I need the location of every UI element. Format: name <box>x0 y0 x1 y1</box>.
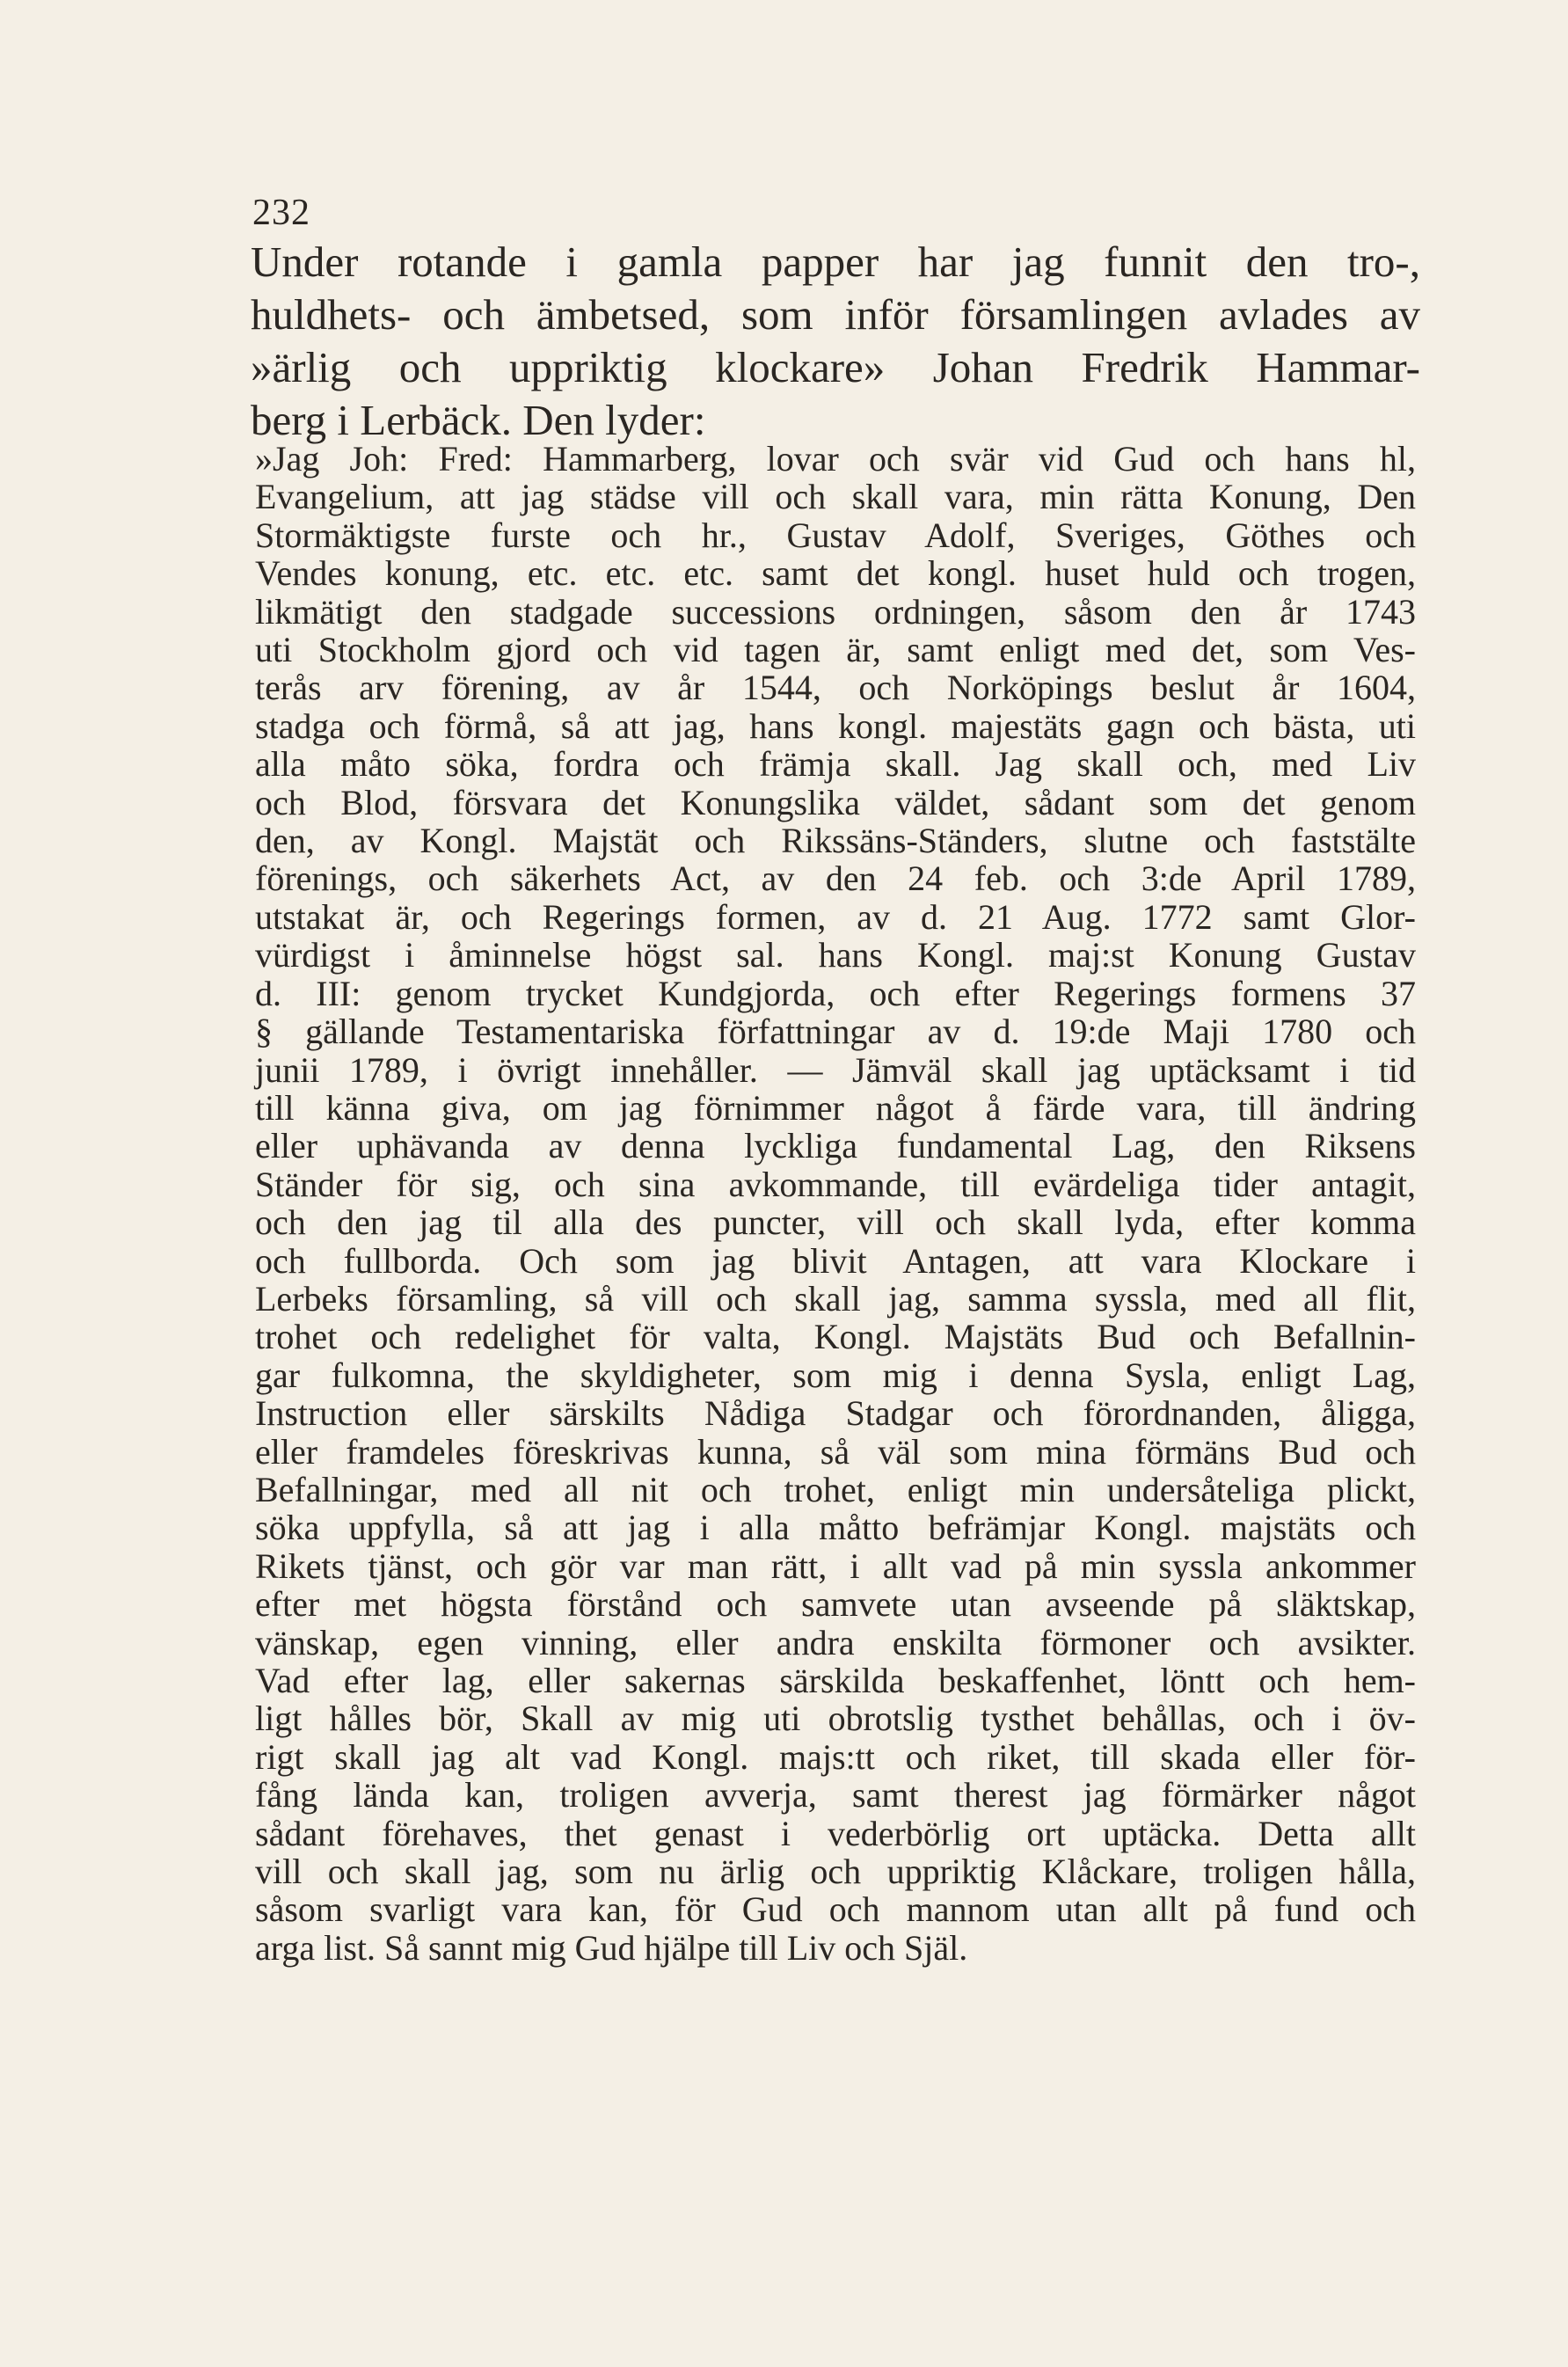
oath-line: utstakat är, och Regerings formen, av d. 21 Aug. 1772 samt Glor- <box>255 896 1416 937</box>
oath-line: ligt hålles bör, Skall av mig uti obrotslig tysthet behållas, och i öv- <box>255 1699 1416 1739</box>
oath-line: stadga och förmå, så att jag, hans kongl. majestäts gagn och bästa, uti <box>255 705 1416 746</box>
oath-line: arga list. Så sannt mig Gud hjälpe till Liv och Själ. <box>255 1927 968 1968</box>
oath-line: likmätigt den stadgade successions ordningen, såsom den år 1743 <box>255 591 1416 632</box>
oath-line: junii 1789, i övrigt innehåller. — Jämväl skall jag uptäcksamt i tid <box>255 1049 1416 1090</box>
oath-line: d. III: genom trycket Kundgjorda, och efter Regerings formens 37 <box>255 973 1416 1013</box>
intro-line: huldhets- och ämbetsed, som inför församlingen avlades av <box>251 290 1420 339</box>
oath-line: Ständer för sig, och sina avkommande, till evärdeliga tider antagit, <box>255 1164 1416 1204</box>
oath-line: alla måto söka, fordra och främja skall. Jag skall och, med Liv <box>255 744 1416 785</box>
oath-line: § gällande Testamentariska författningar av d. 19:de Maji 1780 och <box>255 1012 1416 1052</box>
oath-line: vill och skall jag, som nu ärlig och uppriktig Klåckare, troligen hålla, <box>255 1852 1416 1892</box>
oath-line: och Blod, försvara det Konungslika väldet, sådant som det genom <box>255 782 1416 822</box>
oath-line: Stormäktigste furste och hr., Gustav Adolf, Sveriges, Göthes och <box>255 515 1416 555</box>
oath-line: Rikets tjänst, och gör var man rätt, i allt vad på min syssla ankommer <box>255 1545 1416 1586</box>
oath-line: rigt skall jag alt vad Kongl. majs:tt och riket, till skada eller för- <box>255 1736 1416 1777</box>
oath-line: gar fulkomna, the skyldigheter, som mig i denna Sysla, enligt Lag, <box>255 1355 1416 1395</box>
oath-line: fång lända kan, troligen avverja, samt therest jag förmärker något <box>255 1775 1416 1815</box>
oath-line: eller framdeles föreskrivas kunna, så väl som mina förmäns Bud och <box>255 1431 1416 1472</box>
oath-line: uti Stockholm gjord och vid tagen är, samt enligt med det, som Ves- <box>255 630 1416 670</box>
oath-line: Lerbeks församling, så vill och skall jag, samma syssla, med all flit, <box>255 1278 1416 1319</box>
intro-line: berg i Lerbäck. Den lyder: <box>251 396 706 444</box>
oath-line: Evangelium, att jag städse vill och skall vara, min rätta Konung, Den <box>255 477 1416 517</box>
oath-line: den, av Kongl. Majstät och Rikssäns-Ständers, slutne och faststälte <box>255 821 1416 861</box>
oath-line: söka uppfylla, så att jag i alla måtto befrämjar Kongl. majstäts och <box>255 1508 1416 1548</box>
oath-line: förenings, och säkerhets Act, av den 24 feb. och 3:de April 1789, <box>255 858 1416 899</box>
oath-line: till känna giva, om jag förnimmer något å färde vara, till ändring <box>255 1087 1416 1128</box>
oath-line: sådant förehaves, thet genast i vederbörlig ort uptäcka. Detta allt <box>255 1813 1416 1853</box>
oath-line: Instruction eller särskilts Nådiga Stadgar och förordnanden, åligga, <box>255 1393 1416 1434</box>
oath-line: eller uphävanda av denna lyckliga fundamental Lag, den Riksens <box>255 1126 1416 1166</box>
intro-paragraph <box>251 236 1420 447</box>
oath-line: efter met högsta förstånd och samvete utan avseende på släktskap, <box>255 1584 1416 1625</box>
oath-line: Vendes konung, etc. etc. etc. samt det kongl. huset huld och trogen, <box>255 553 1416 594</box>
oath-line: vürdigst i åminnelse högst sal. hans Kongl. maj:st Konung Gustav <box>255 935 1416 975</box>
oath-line: terås arv förening, av år 1544, och Norköpings beslut år 1604, <box>255 668 1416 708</box>
oath-line: »Jag Joh: Fred: Hammarberg, lovar och svär vid Gud och hans hl, <box>255 439 1416 479</box>
oath-line: och fullborda. Och som jag blivit Antagen, att vara Klockare i <box>255 1240 1416 1281</box>
oath-line: trohet och redelighet för valta, Kongl. Majstäts Bud och Befallnin- <box>255 1317 1416 1357</box>
page-number: 232 <box>252 193 310 233</box>
oath-line: Befallningar, med all nit och trohet, enligt min undersåteliga plickt, <box>255 1469 1416 1509</box>
oath-line: vänskap, egen vinning, eller andra enskilta förmoner och avsikter. <box>255 1622 1416 1662</box>
intro-line: »ärlig och uppriktig klockare» Johan Fredrik Hammar- <box>251 343 1420 391</box>
oath-line: Vad efter lag, eller sakernas särskilda beskaffenhet, löntt och hem- <box>255 1661 1416 1700</box>
oath-line: och den jag til alla des puncter, vill och skall lyda, efter komma <box>255 1202 1416 1243</box>
oath-line: såsom svarligt vara kan, för Gud och mannom utan allt på fund och <box>255 1889 1416 1930</box>
oath-quote <box>255 440 1416 1967</box>
intro-line: Under rotande i gamla papper har jag funnit den tro-, <box>251 237 1420 286</box>
